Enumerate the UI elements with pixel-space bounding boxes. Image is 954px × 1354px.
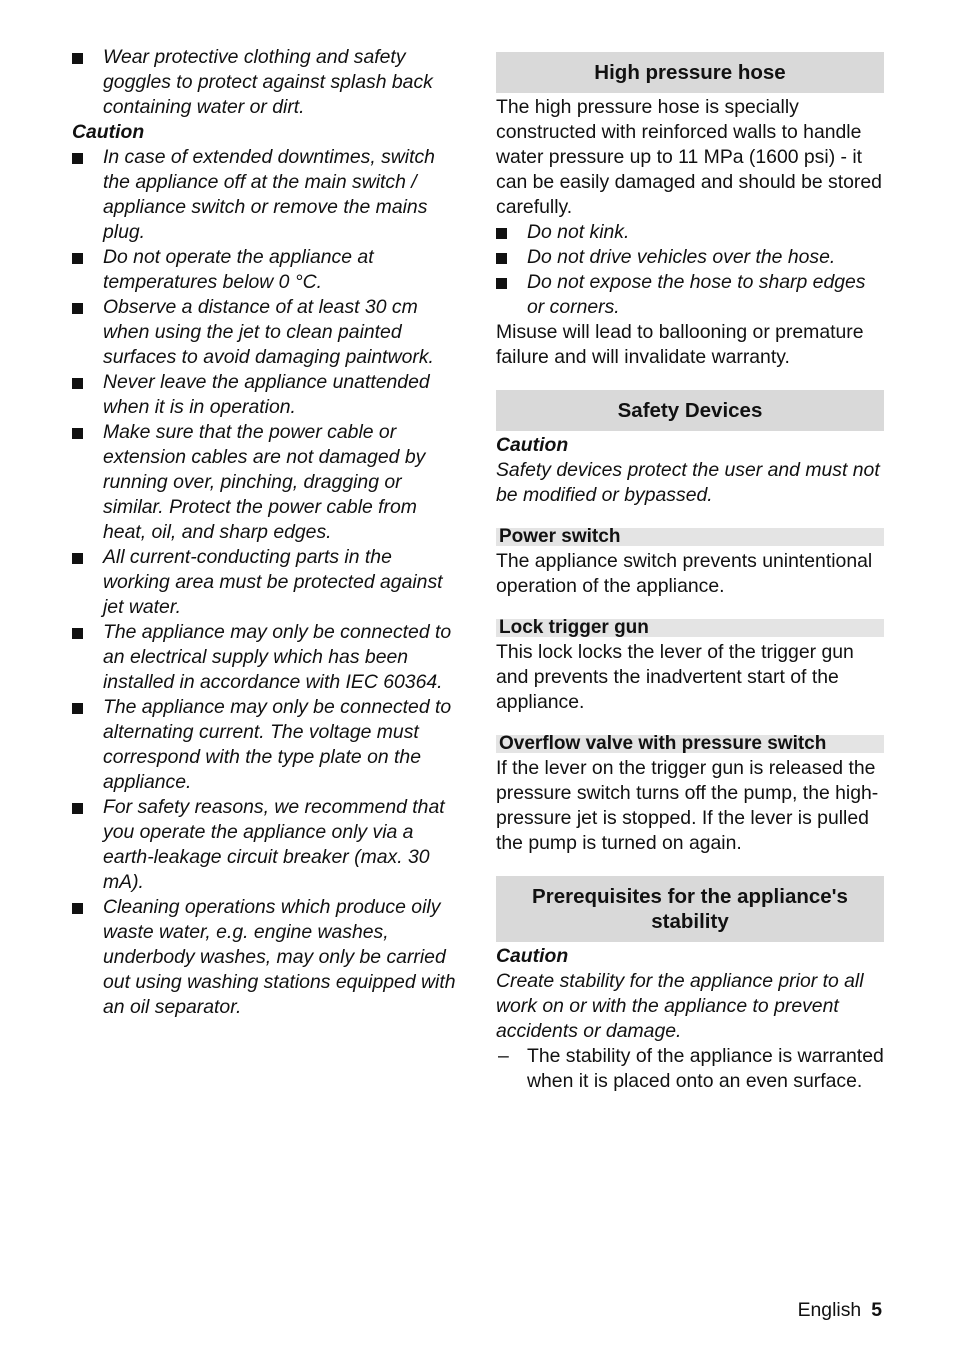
square-bullet-icon xyxy=(496,253,507,264)
list-item xyxy=(496,220,884,245)
section-heading-high-pressure-hose: High pressure hose xyxy=(496,52,884,93)
square-bullet-icon xyxy=(72,803,83,814)
list-item xyxy=(72,245,462,295)
list-item-text: Do not kink. xyxy=(527,221,630,243)
list-item xyxy=(72,795,462,895)
left-column xyxy=(72,45,462,1020)
list-item xyxy=(496,270,884,320)
list-item-text: Do not operate the appliance at temperatures below 0 °C. xyxy=(103,246,374,293)
list-item xyxy=(72,145,462,245)
square-bullet-icon xyxy=(72,378,83,389)
square-bullet-icon xyxy=(72,153,83,164)
square-bullet-icon xyxy=(72,553,83,564)
list-item xyxy=(72,620,462,695)
hose-outro: Misuse will lead to ballooning or premature failure and will invalidate warranty. xyxy=(496,321,864,368)
list-item-text: The appliance may only be connected to an electrical supply which has been installed in accordance with IEC 60364. xyxy=(103,621,452,693)
footer-language: English xyxy=(797,1299,862,1321)
list-item-text: Do not drive vehicles over the hose. xyxy=(527,246,836,268)
square-bullet-icon xyxy=(72,628,83,639)
square-bullet-icon xyxy=(72,703,83,714)
section-heading-stability: Prerequisites for the appliance's stability xyxy=(496,876,884,942)
square-bullet-icon xyxy=(72,53,83,64)
page-number: 5 xyxy=(871,1299,882,1321)
list-item xyxy=(72,295,462,370)
caution-text: Create stability for the appliance prior to all work on or with the appliance to prevent accidents or damage. xyxy=(496,970,864,1042)
subheading-power-switch: Power switch xyxy=(496,528,884,546)
list-item-text: All current-conducting parts in the working area must be protected against jet water. xyxy=(103,546,443,618)
list-item xyxy=(72,370,462,420)
square-bullet-icon xyxy=(72,428,83,439)
caution-text: Safety devices protect the user and must not be modified or bypassed. xyxy=(496,459,880,506)
list-item xyxy=(72,420,462,545)
list-item-text: In case of extended downtimes, switch the appliance off at the main switch / appliance switch or remove the mains plug. xyxy=(103,146,435,243)
square-bullet-icon xyxy=(72,253,83,264)
caution-label: Caution xyxy=(496,434,569,456)
overflow-text: If the lever on the trigger gun is released the pressure switch turns off the pump, the high-pressure jet is stopped. If the lever is pulled the pump is turned on again. xyxy=(496,757,879,854)
list-item-text: Wear protective clothing and safety goggles to protect against splash back containing water or dirt. xyxy=(103,46,433,118)
list-item-text: Do not expose the hose to sharp edges or corners. xyxy=(527,271,866,318)
hose-intro: The high pressure hose is specially constructed with reinforced walls to handle water pressure up to 11 MPa (1600 psi) - it can be easily damaged and should be stored carefully. xyxy=(496,96,882,218)
caution-label: Caution xyxy=(72,121,145,143)
list-item-text: Cleaning operations which produce oily waste water, e.g. engine washes, underbody washes, may only be carried out using washing stations equipped with an oil separator. xyxy=(103,896,456,1018)
list-item-text: For safety reasons, we recommend that you operate the appliance only via a earth-leakage circuit breaker (max. 30 mA). xyxy=(103,796,445,893)
list-item xyxy=(496,245,884,270)
list-item-text: Make sure that the power cable or extension cables are not damaged by running over, pinching, dragging or similar. Protect the power cable from heat, oil, and sharp edges. xyxy=(103,421,426,543)
power-switch-text: The appliance switch prevents unintentional operation of the appliance. xyxy=(496,550,873,597)
list-item-text: Observe a distance of at least 30 cm when using the jet to clean painted surfaces to avoid damaging paintwork. xyxy=(103,296,434,368)
dash-bullet: – xyxy=(498,1045,509,1067)
list-item xyxy=(72,695,462,795)
page-footer xyxy=(798,1298,882,1323)
right-column xyxy=(496,52,884,1094)
square-bullet-icon xyxy=(496,278,507,289)
list-item xyxy=(72,895,462,1020)
list-item xyxy=(72,545,462,620)
subheading-overflow-valve: Overflow valve with pressure switch xyxy=(496,735,884,753)
lock-text: This lock locks the lever of the trigger gun and prevents the inadvertent start of the appliance. xyxy=(496,641,854,713)
square-bullet-icon xyxy=(72,903,83,914)
square-bullet-icon xyxy=(496,228,507,239)
list-item-text: The stability of the appliance is warranted when it is placed onto an even surface. xyxy=(527,1045,884,1092)
dash-list-item xyxy=(496,1044,884,1094)
list-item xyxy=(72,45,462,120)
caution-label: Caution xyxy=(496,945,569,967)
list-item-text: The appliance may only be connected to alternating current. The voltage must correspond with the type plate on the appliance. xyxy=(103,696,452,793)
list-item-text: Never leave the appliance unattended when it is in operation. xyxy=(103,371,430,418)
square-bullet-icon xyxy=(72,303,83,314)
subheading-lock-trigger-gun: Lock trigger gun xyxy=(496,619,884,637)
section-heading-safety-devices: Safety Devices xyxy=(496,390,884,431)
